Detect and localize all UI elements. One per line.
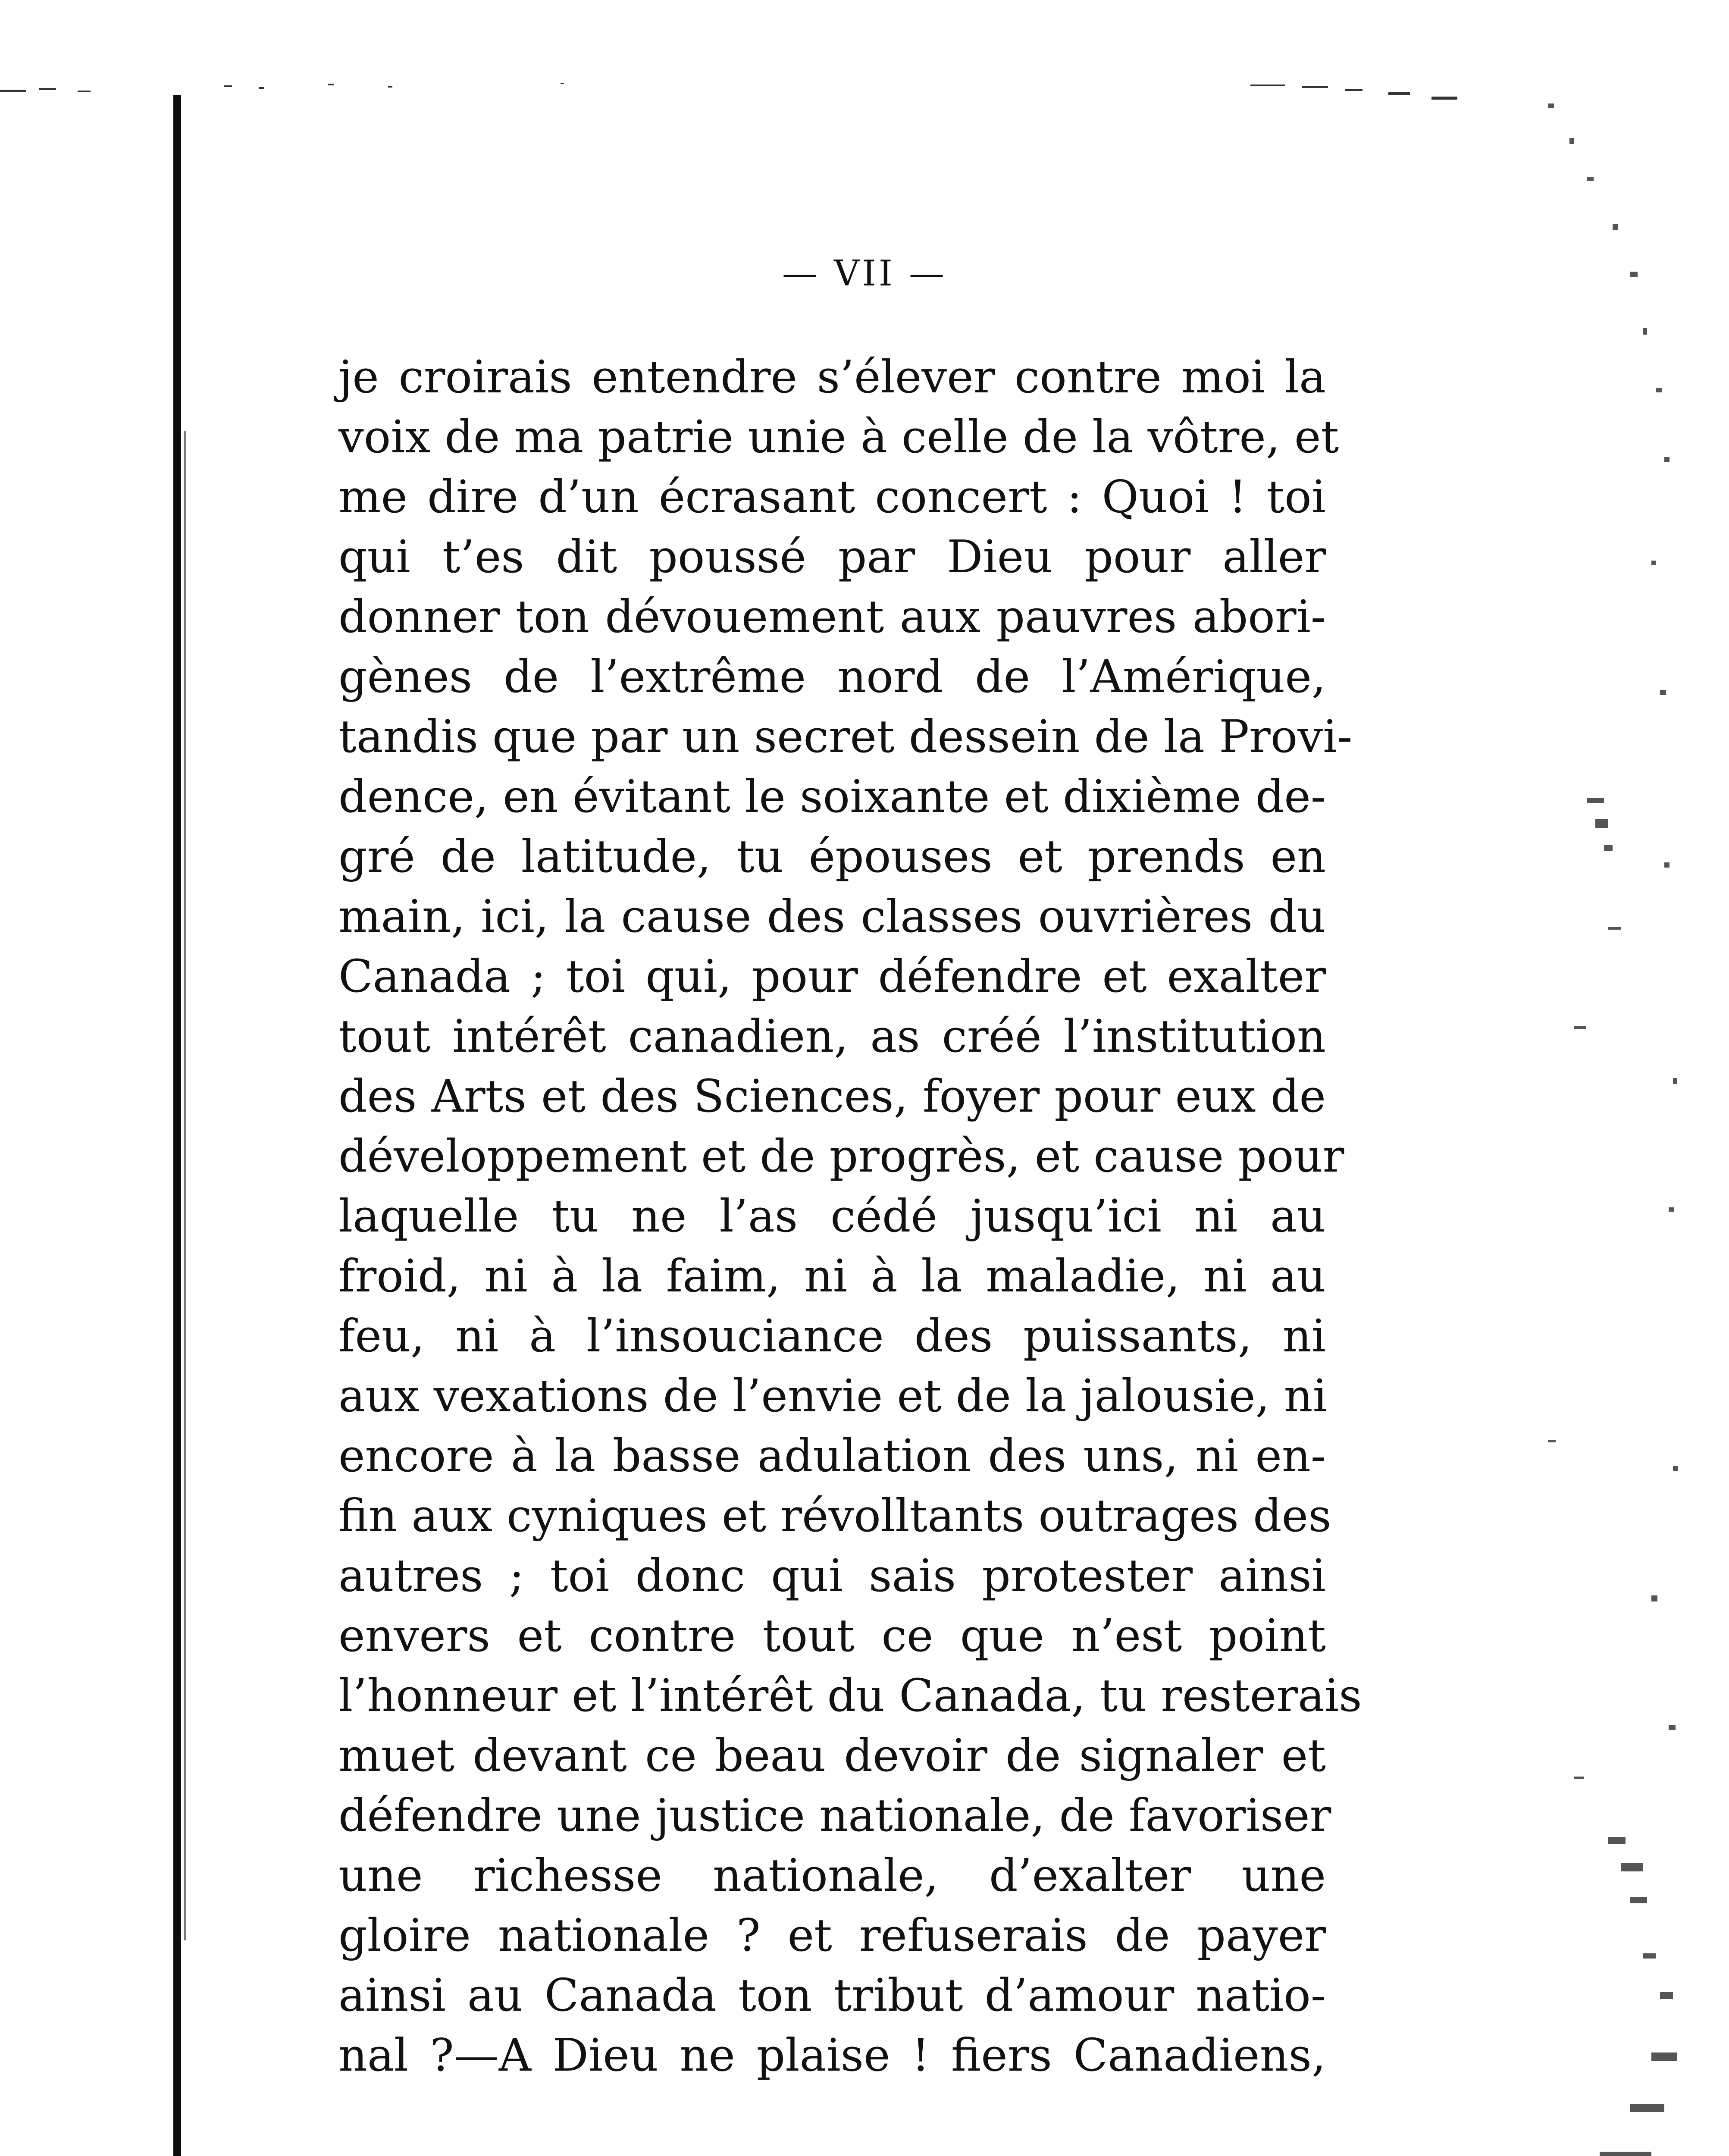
text-line: gènes de l’extrême nord de l’Amérique, — [338, 650, 1326, 703]
text-line: ainsi au Canada ton tribut d’amour natio- — [338, 1969, 1326, 2021]
text-line: l’honneur et l’intérêt du Canada, tu resterais — [338, 1669, 1362, 1722]
text-line: tandis que par un secret dessein de la Provi- — [338, 710, 1353, 763]
binding-edge-line — [173, 95, 181, 2156]
text-line: nal ?—A Dieu ne plaise ! fiers Canadiens, — [338, 2029, 1326, 2081]
text-line: laquelle tu ne l’as cédé jusqu’ici ni au — [338, 1190, 1326, 1242]
text-line: gré de latitude, tu épouses et prends en — [338, 830, 1326, 883]
right-edge-scan-noise — [1522, 86, 1729, 2156]
text-line: je croirais entendre s’élever contre moi la — [338, 351, 1326, 403]
text-line: main, ici, la cause des classes ouvrières du — [338, 890, 1326, 943]
text-line: autres ; toi donc qui sais protester ainsi — [338, 1549, 1326, 1602]
text-line: encore à la basse adulation des uns, ni en- — [338, 1429, 1326, 1482]
text-line: Canada ; toi qui, pour défendre et exalter — [338, 950, 1326, 1003]
text-line: développement et de progrès, et cause pour — [338, 1130, 1344, 1182]
text-line: une richesse nationale, d’exalter une — [338, 1849, 1326, 1902]
text-line: gloire nationale ? et refuserais de payer — [338, 1909, 1326, 1962]
text-line: fin aux cyniques et révolltants outrages des — [338, 1489, 1331, 1542]
text-line: donner ton dévouement aux pauvres abori- — [338, 590, 1326, 643]
body-text — [338, 347, 1362, 2085]
page-number: — VII — — [782, 253, 947, 294]
text-line: dence, en évitant le soixante et dixième de- — [338, 770, 1326, 823]
text-line: froid, ni à la faim, ni à la maladie, ni au — [338, 1250, 1326, 1302]
text-line: muet devant ce beau devoir de signaler et — [338, 1729, 1326, 1782]
text-line: voix de ma patrie unie à celle de la vôtre, et — [338, 411, 1339, 463]
bottom-edge-scan-noise — [0, 2147, 1729, 2156]
binding-edge-shadow — [184, 431, 186, 1940]
text-line: feu, ni à l’insouciance des puissants, ni — [338, 1310, 1326, 1362]
text-line: qui t’es dit poussé par Dieu pour aller — [338, 530, 1326, 583]
text-line: tout intérêt canadien, as créé l’institution — [338, 1010, 1326, 1062]
text-line: aux vexations de l’envie et de la jalousie, ni — [338, 1369, 1327, 1422]
text-line: me dire d’un écrasant concert : Quoi ! toi — [338, 470, 1326, 523]
text-line: des Arts et des Sciences, foyer pour eux de — [338, 1070, 1326, 1122]
top-edge-scan-noise — [0, 78, 1509, 103]
text-line: défendre une justice nationale, de favoriser — [338, 1789, 1331, 1842]
text-line: envers et contre tout ce que n’est point — [338, 1609, 1326, 1662]
